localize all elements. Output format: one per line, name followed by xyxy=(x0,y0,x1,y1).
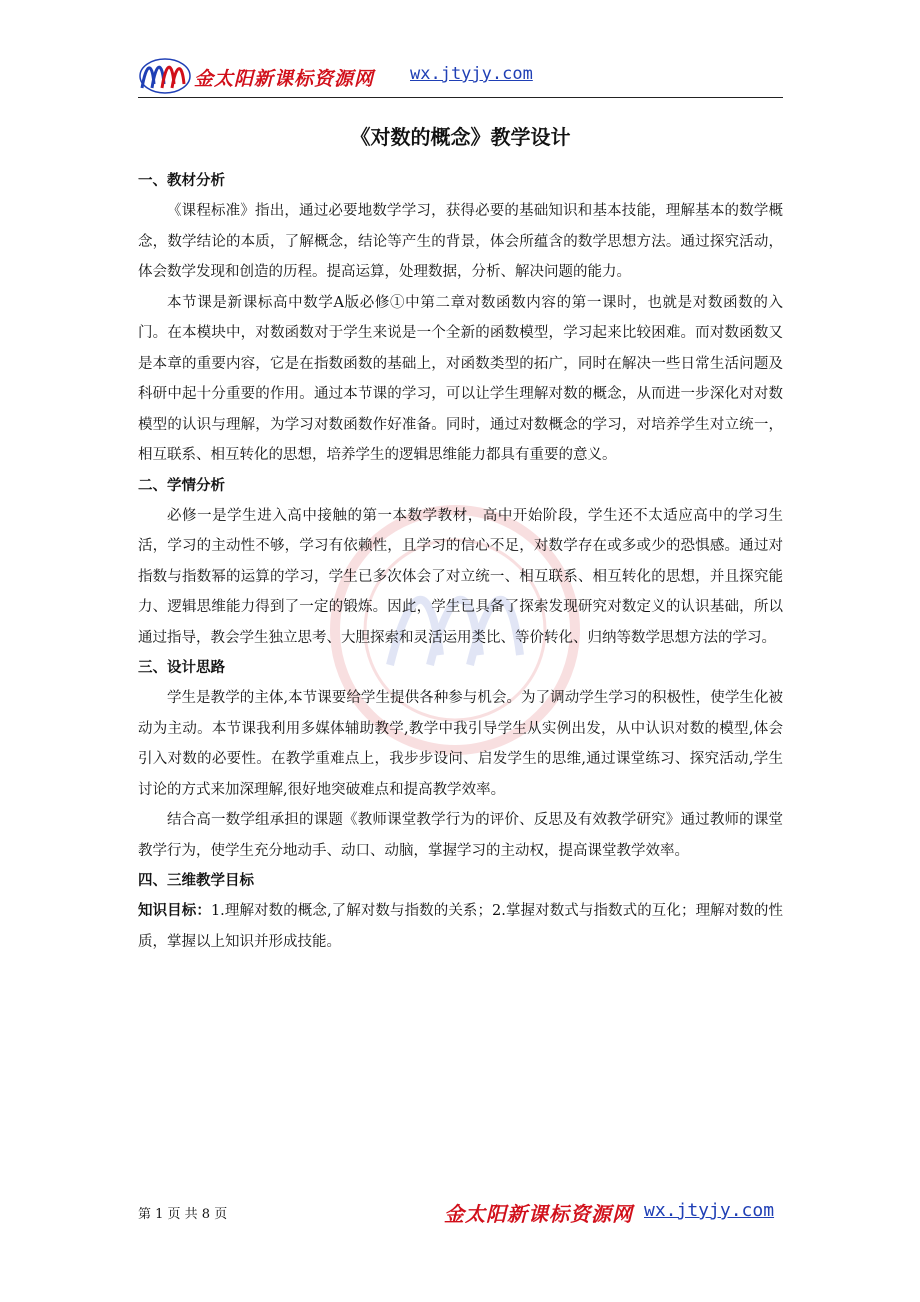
footer-url-link[interactable]: wx.jtyjy.com xyxy=(644,1200,775,1221)
paragraph: 学生是教学的主体,本节课要给学生提供各种参与机会。为了调动学生学习的积极性，使学生化被动为主动。本节课我利用多媒体辅助教学,教学中我引导学生从实例出发，从中认识对数的模型,体会引入对数的必要性。在教学重难点上，我步步设问、启发学生的思维,通过课堂练习、探究活动,学生讨论的方式来加深理解,很好地突破难点和提高教学效率。 xyxy=(138,690,783,798)
document-title: 《对数的概念》教学设计 xyxy=(350,125,571,149)
section-heading-design-idea: 三、设计思路 xyxy=(138,660,225,676)
section-heading-textbook-analysis: 一、教材分析 xyxy=(138,173,225,189)
header-brand: 金太阳新课标资源网 xyxy=(194,68,375,90)
section-heading-learner-analysis: 二、学情分析 xyxy=(138,477,225,494)
header-divider xyxy=(138,97,783,98)
jtyjy-logo-icon xyxy=(138,54,192,96)
footer-brand: 金太阳新课标资源网 xyxy=(444,1202,633,1226)
header-url-link[interactable]: wx.jtyjy.com xyxy=(410,64,533,84)
knowledge-goal-paragraph xyxy=(138,896,783,957)
paragraph: 《课程标准》指出，通过必要地数学学习，获得必要的基础知识和基本技能，理解基本的数学概念，数学结论的本质，了解概念，结论等产生的背景，体会所蕴含的数学思想方法。通过探究活动，体会数学发现和创造的历程。提高运算，处理数据，分析、解决问题的能力。 xyxy=(138,203,783,280)
page-number: 第 1 页 共 8 页 xyxy=(138,1207,228,1222)
section-heading-teaching-goals: 四、三维教学目标 xyxy=(138,873,254,889)
paragraph: 结合高一数学组承担的课题《教师课堂教学行为的评价、反思及有效教学研究》通过教师的课堂教学行为，使学生充分地动手、动口、动脑，掌握学习的主动权，提高课堂教学效率。 xyxy=(138,812,783,859)
page-header xyxy=(138,52,783,102)
paragraph: 必修一是学生进入高中接触的第一本数学教材，高中开始阶段，学生还不太适应高中的学习生活，学习的主动性不够，学习有依赖性，且学习的信心不足，对数学存在或多或少的恐惧感。通过对指数与指数幂的运算的学习，学生已多次体会了对立统一、相互联系、相互转化的思想，并且探究能力、逻辑思维能力得到了一定的锻炼。因此，学生已具备了探索发现研究对数定义的认识基础，所以通过指导，教会学生独立思考、大胆探索和灵活运用类比、等价转化、归纳等数学思想方法的学习。 xyxy=(138,507,783,646)
knowledge-goal-label: 知识目标： xyxy=(138,903,211,919)
document-body xyxy=(138,112,783,957)
paragraph: 本节课是新课标高中数学A版必修①中第二章对数函数内容的第一课时，也就是对数函数的入门。在本模块中，对数函数对于学生来说是一个全新的函数模型，学习起来比较困难。而对数函数又是本章的重要内容，它是在指数函数的基础上，对函数类型的拓广，同时在解决一些日常生活问题及科研中起十分重要的作用。通过本节课的学习，可以让学生理解对数的概念，从而进一步深化对对数模型的认识与理解，为学习对数函数作好准备。同时，通过对数概念的学习，对培养学生对立统一，相互联系、相互转化的思想，培养学生的逻辑思维能力都具有重要的意义。 xyxy=(138,294,783,463)
knowledge-goal-text: 1.理解对数的概念,了解对数与指数的关系；2.掌握对数式与指数式的互化；理解对数的性质，掌握以上知识并形成技能。 xyxy=(138,903,783,950)
